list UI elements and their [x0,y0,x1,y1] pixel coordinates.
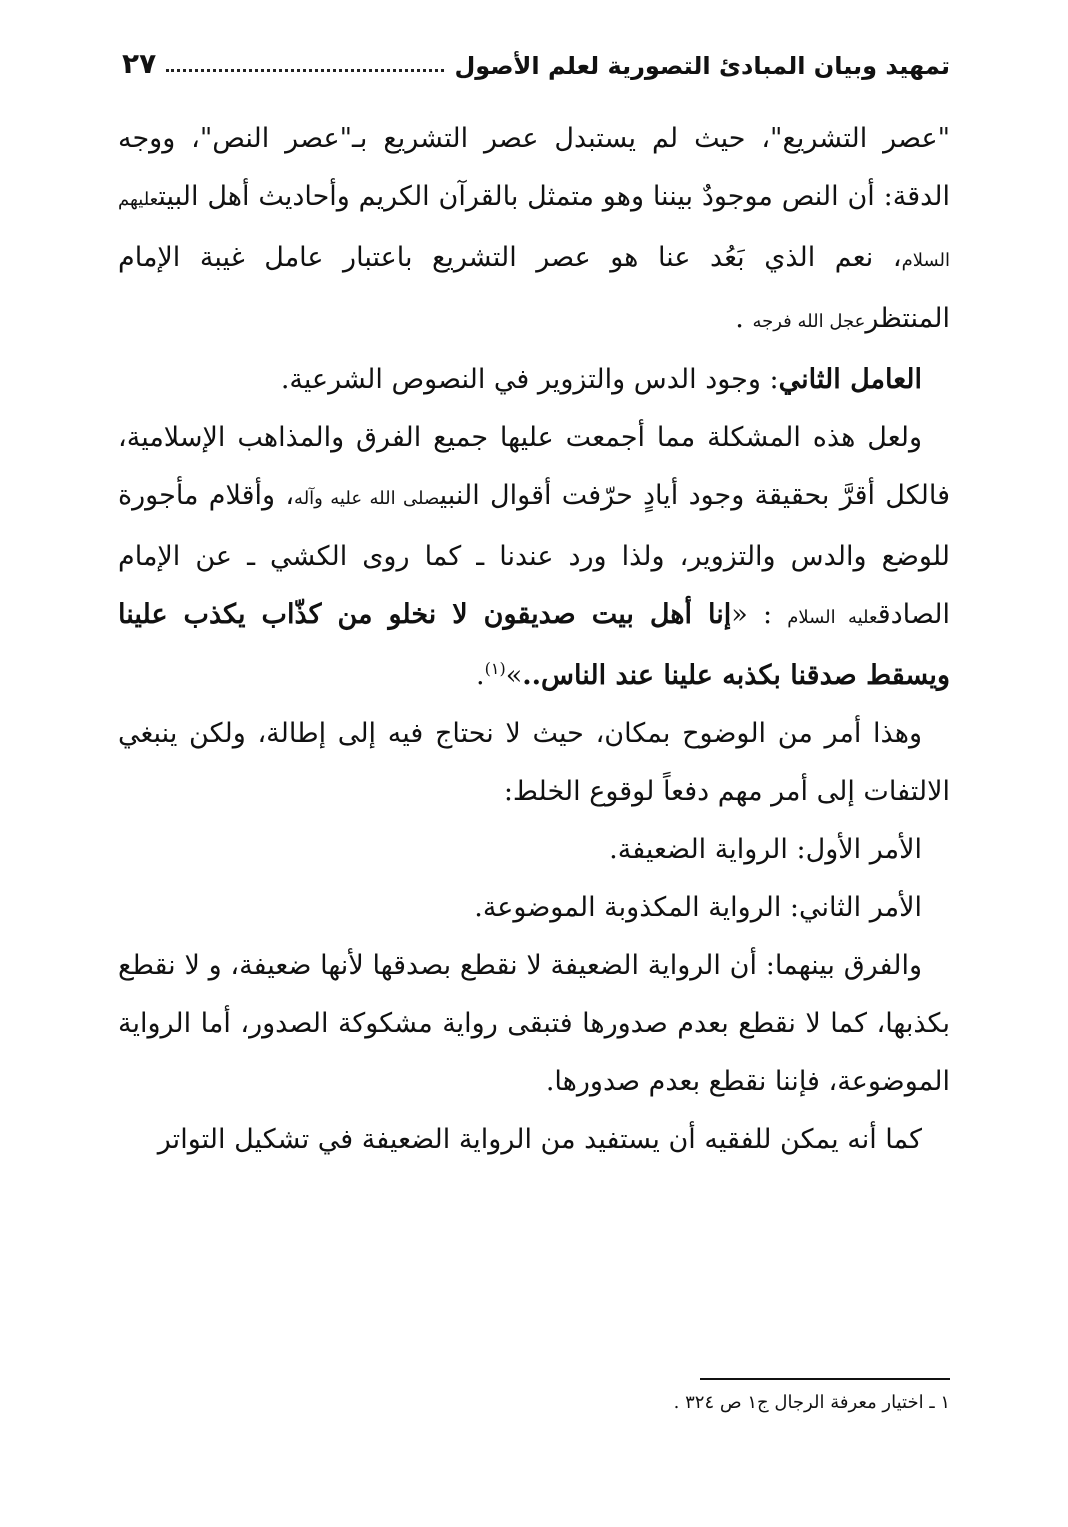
body-text [118,110,950,1169]
running-title: تمهيد وبيان المبادئ التصورية لعلم الأصول [454,52,950,80]
honorific-symbol: صلى الله عليه وآله [294,488,440,509]
paragraph-text: ، نعم الذي بَعُد عنا هو عصر التشريع باعتبار عامل غيبة الإمام المنتظر [118,242,950,334]
honorific-symbol: عليهم السلام [118,189,950,271]
paragraph: كما أنه يمكن للفقيه أن يستفيد من الرواية الضعيفة في تشكيل التواتر [157,1124,922,1155]
footnote-reference[interactable]: (١) [484,659,506,678]
paragraph [118,110,950,351]
page-number: ٢٧ [122,47,157,80]
dotted-leader [166,69,444,72]
paragraph-text: "عصر التشريع"، حيث لم يستبدل عصر التشريع بـ"عصر النص"، ووجه الدقة: أن النص موجودٌ بيننا وهو متمثل بالقرآن الكريم وأحاديث أهل البيت [118,123,950,212]
paragraph-text: . [476,660,485,691]
paragraph-text: ، وأقلام مأجورة للوضع والدس والتزوير، ولذا ورد عندنا ـ كما روى الكشي ـ عن الإمام الصادق [118,480,951,630]
paragraph: وهذا أمر من الوضوح بمكان، حيث لا نحتاج فيه إلى إطالة، ولكن ينبغي الالتفات إلى أمر مهم دفعاً لوقوع الخلط: [118,718,950,807]
section-label: العامل الثاني [778,364,922,395]
footnote: ١ ـ اختيار معرفة الرجال ج١ ص ٣٢٤ . [673,1392,950,1413]
paragraph: الأمر الثاني: الرواية المكذوبة الموضوعة. [474,892,922,923]
footnote-divider [700,1378,950,1380]
paragraph: الأمر الأول: الرواية الضعيفة. [609,834,922,865]
paragraph [118,351,950,409]
paragraph [118,409,950,705]
honorific-symbol: عليه السلام [787,607,878,628]
paragraph-text: . [735,303,753,334]
paragraph-text: : « [731,599,788,630]
hadith-quote: إنا أهل بيت صديقون لا نخلو من كذّاب يكذب علينا ويسقط صدقنا بكذبه علينا عند الناس.. [118,599,950,691]
paragraph-text: ولعل هذه المشكلة مما أجمعت عليها جميع الفرق والمذاهب الإسلامية، فالكل أقرَّ بحقيقة وجود أيادٍ حرّفت أقوال النبي [118,422,950,511]
paragraph: والفرق بينهما: أن الرواية الضعيفة لا نقطع بصدقها لأنها ضعيفة، و لا نقطع بكذبها، كما لا نقطع بعدم صدورها فتبقى رواية مشكوكة الصدور، أما الرواية الموضوعة، فإننا نقطع بعدم صدورها. [118,950,950,1097]
paragraph-text: » [505,660,523,691]
paragraph-text: : وجود الدس والتزوير في النصوص الشرعية. [280,364,779,395]
running-header [122,40,950,80]
honorific-symbol: عجل الله فرجه [752,311,866,332]
